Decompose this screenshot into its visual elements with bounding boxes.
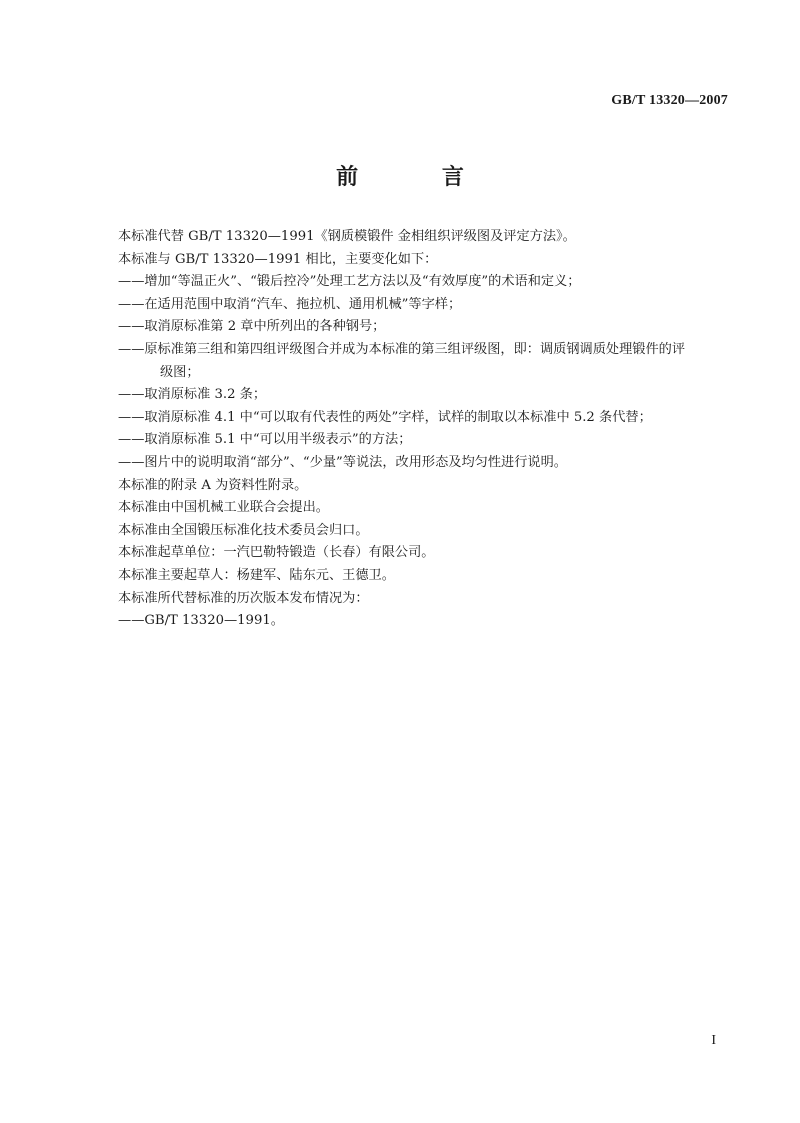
paragraph: 本标准与 GB/T 13320—1991 相比，主要变化如下： bbox=[118, 251, 438, 267]
paragraph: 本标准所代替标准的历次版本发布情况为： bbox=[118, 590, 369, 606]
change-item: ——取消原标准 3.2 条； bbox=[118, 387, 267, 403]
paragraph: 本标准由全国锻压标准化技术委员会归口。 bbox=[118, 522, 369, 538]
paragraph: 本标准由中国机械工业联合会提出。 bbox=[118, 500, 329, 516]
change-item: ——原标准第三组和第四组评级图合并成为本标准的第三组评级图，即：调质钢调质处理锻件的评 bbox=[118, 341, 686, 357]
change-item: ——图片中的说明取消“部分”、“少量”等说法，改用形态及均匀性进行说明。 bbox=[118, 454, 567, 470]
foreword-body bbox=[118, 226, 730, 633]
change-item: ——增加“等温正火”、“锻后控冷”处理工艺方法以及“有效厚度”的术语和定义； bbox=[118, 274, 581, 290]
change-item: ——取消原标准 4.1 中“可以取有代表性的两处”字样，试样的制取以本标准中 5.2 条代替； bbox=[118, 409, 652, 425]
change-item: ——取消原标准 5.1 中“可以用半级表示”的方法； bbox=[118, 432, 412, 448]
page-title: 前 言 bbox=[336, 165, 502, 190]
paragraph: 本标准的附录 A 为资料性附录。 bbox=[118, 477, 308, 493]
version-item: ——GB/T 13320—1991。 bbox=[118, 613, 284, 629]
change-item-continuation: 级图； bbox=[160, 364, 200, 380]
paragraph: 本标准主要起草人：杨建军、陆东元、王德卫。 bbox=[118, 567, 395, 583]
paragraph: 本标准代替 GB/T 13320—1991《钢质模锻件 金相组织评级图及评定方法》。 bbox=[118, 229, 576, 244]
change-item: ——在适用范围中取消“汽车、拖拉机、通用机械”等字样； bbox=[118, 296, 462, 312]
change-item: ——取消原标准第 2 章中所列出的各种钢号； bbox=[118, 319, 386, 335]
paragraph: 本标准起草单位：一汽巴勒特锻造（长春）有限公司。 bbox=[118, 545, 435, 561]
page-number: I bbox=[711, 1033, 716, 1048]
standard-code: GB/T 13320—2007 bbox=[611, 93, 728, 108]
